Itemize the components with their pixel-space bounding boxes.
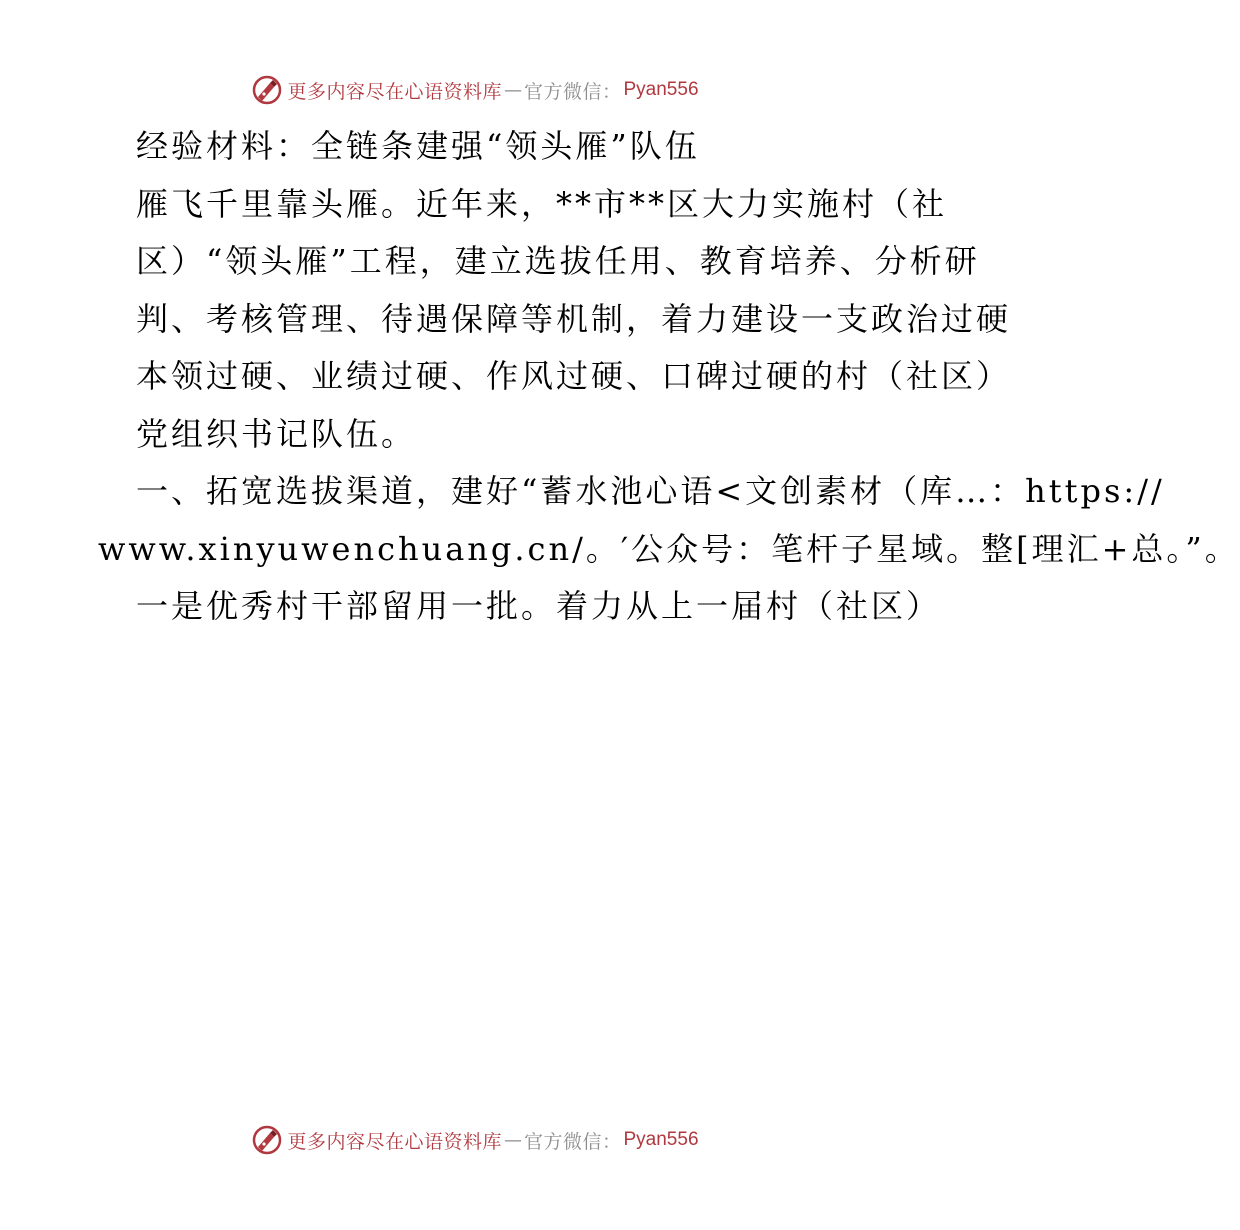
- header-banner: [0, 70, 950, 110]
- document-body: [98, 118, 1240, 636]
- paragraph-line: 本领过硬、业绩过硬、作风过硬、口碑过硬的村（社区）: [136, 357, 1012, 395]
- header-wechat-label: 官方微信：: [523, 80, 622, 103]
- section-heading: 一、拓宽选拔渠道，建好“蓄水池心语<文创素材（库…：https://: [136, 472, 1165, 510]
- pen-logo-icon: [251, 1124, 283, 1156]
- paragraph-line: 党组织书记队伍。: [136, 414, 417, 453]
- footer-wechat-label: 官方微信：: [523, 1130, 622, 1153]
- header-separator: —: [503, 79, 522, 101]
- paragraph-line: 一是优秀村干部留用一批。着力从上一届村（社区）: [136, 587, 942, 625]
- footer-wechat-id: Pyan556: [623, 1129, 699, 1150]
- header-wechat-id: Pyan556: [623, 79, 699, 100]
- footer-separator: —: [503, 1129, 522, 1151]
- header-banner-text: 更多内容尽在心语资料库: [287, 80, 502, 103]
- paragraph-line: www.xinyuwenchuang.cn/。′公众号：笔杆子星域。整[理汇+总。”。: [98, 529, 1240, 568]
- footer-banner-text: 更多内容尽在心语资料库: [287, 1130, 502, 1153]
- footer-banner: [0, 1120, 950, 1160]
- paragraph-line: 雁飞千里靠头雁。近年来，**市**区大力实施村（社: [136, 184, 948, 223]
- pen-logo-icon: [251, 74, 283, 106]
- document-title: 经验材料：全链条建强“领头雁”队伍: [136, 127, 700, 165]
- paragraph-line: 区）“领头雁”工程，建立选拔任用、教育培养、分析研: [136, 242, 980, 280]
- paragraph-line: 判、考核管理、待遇保障等机制，着力建设一支政治过硬: [136, 299, 1012, 338]
